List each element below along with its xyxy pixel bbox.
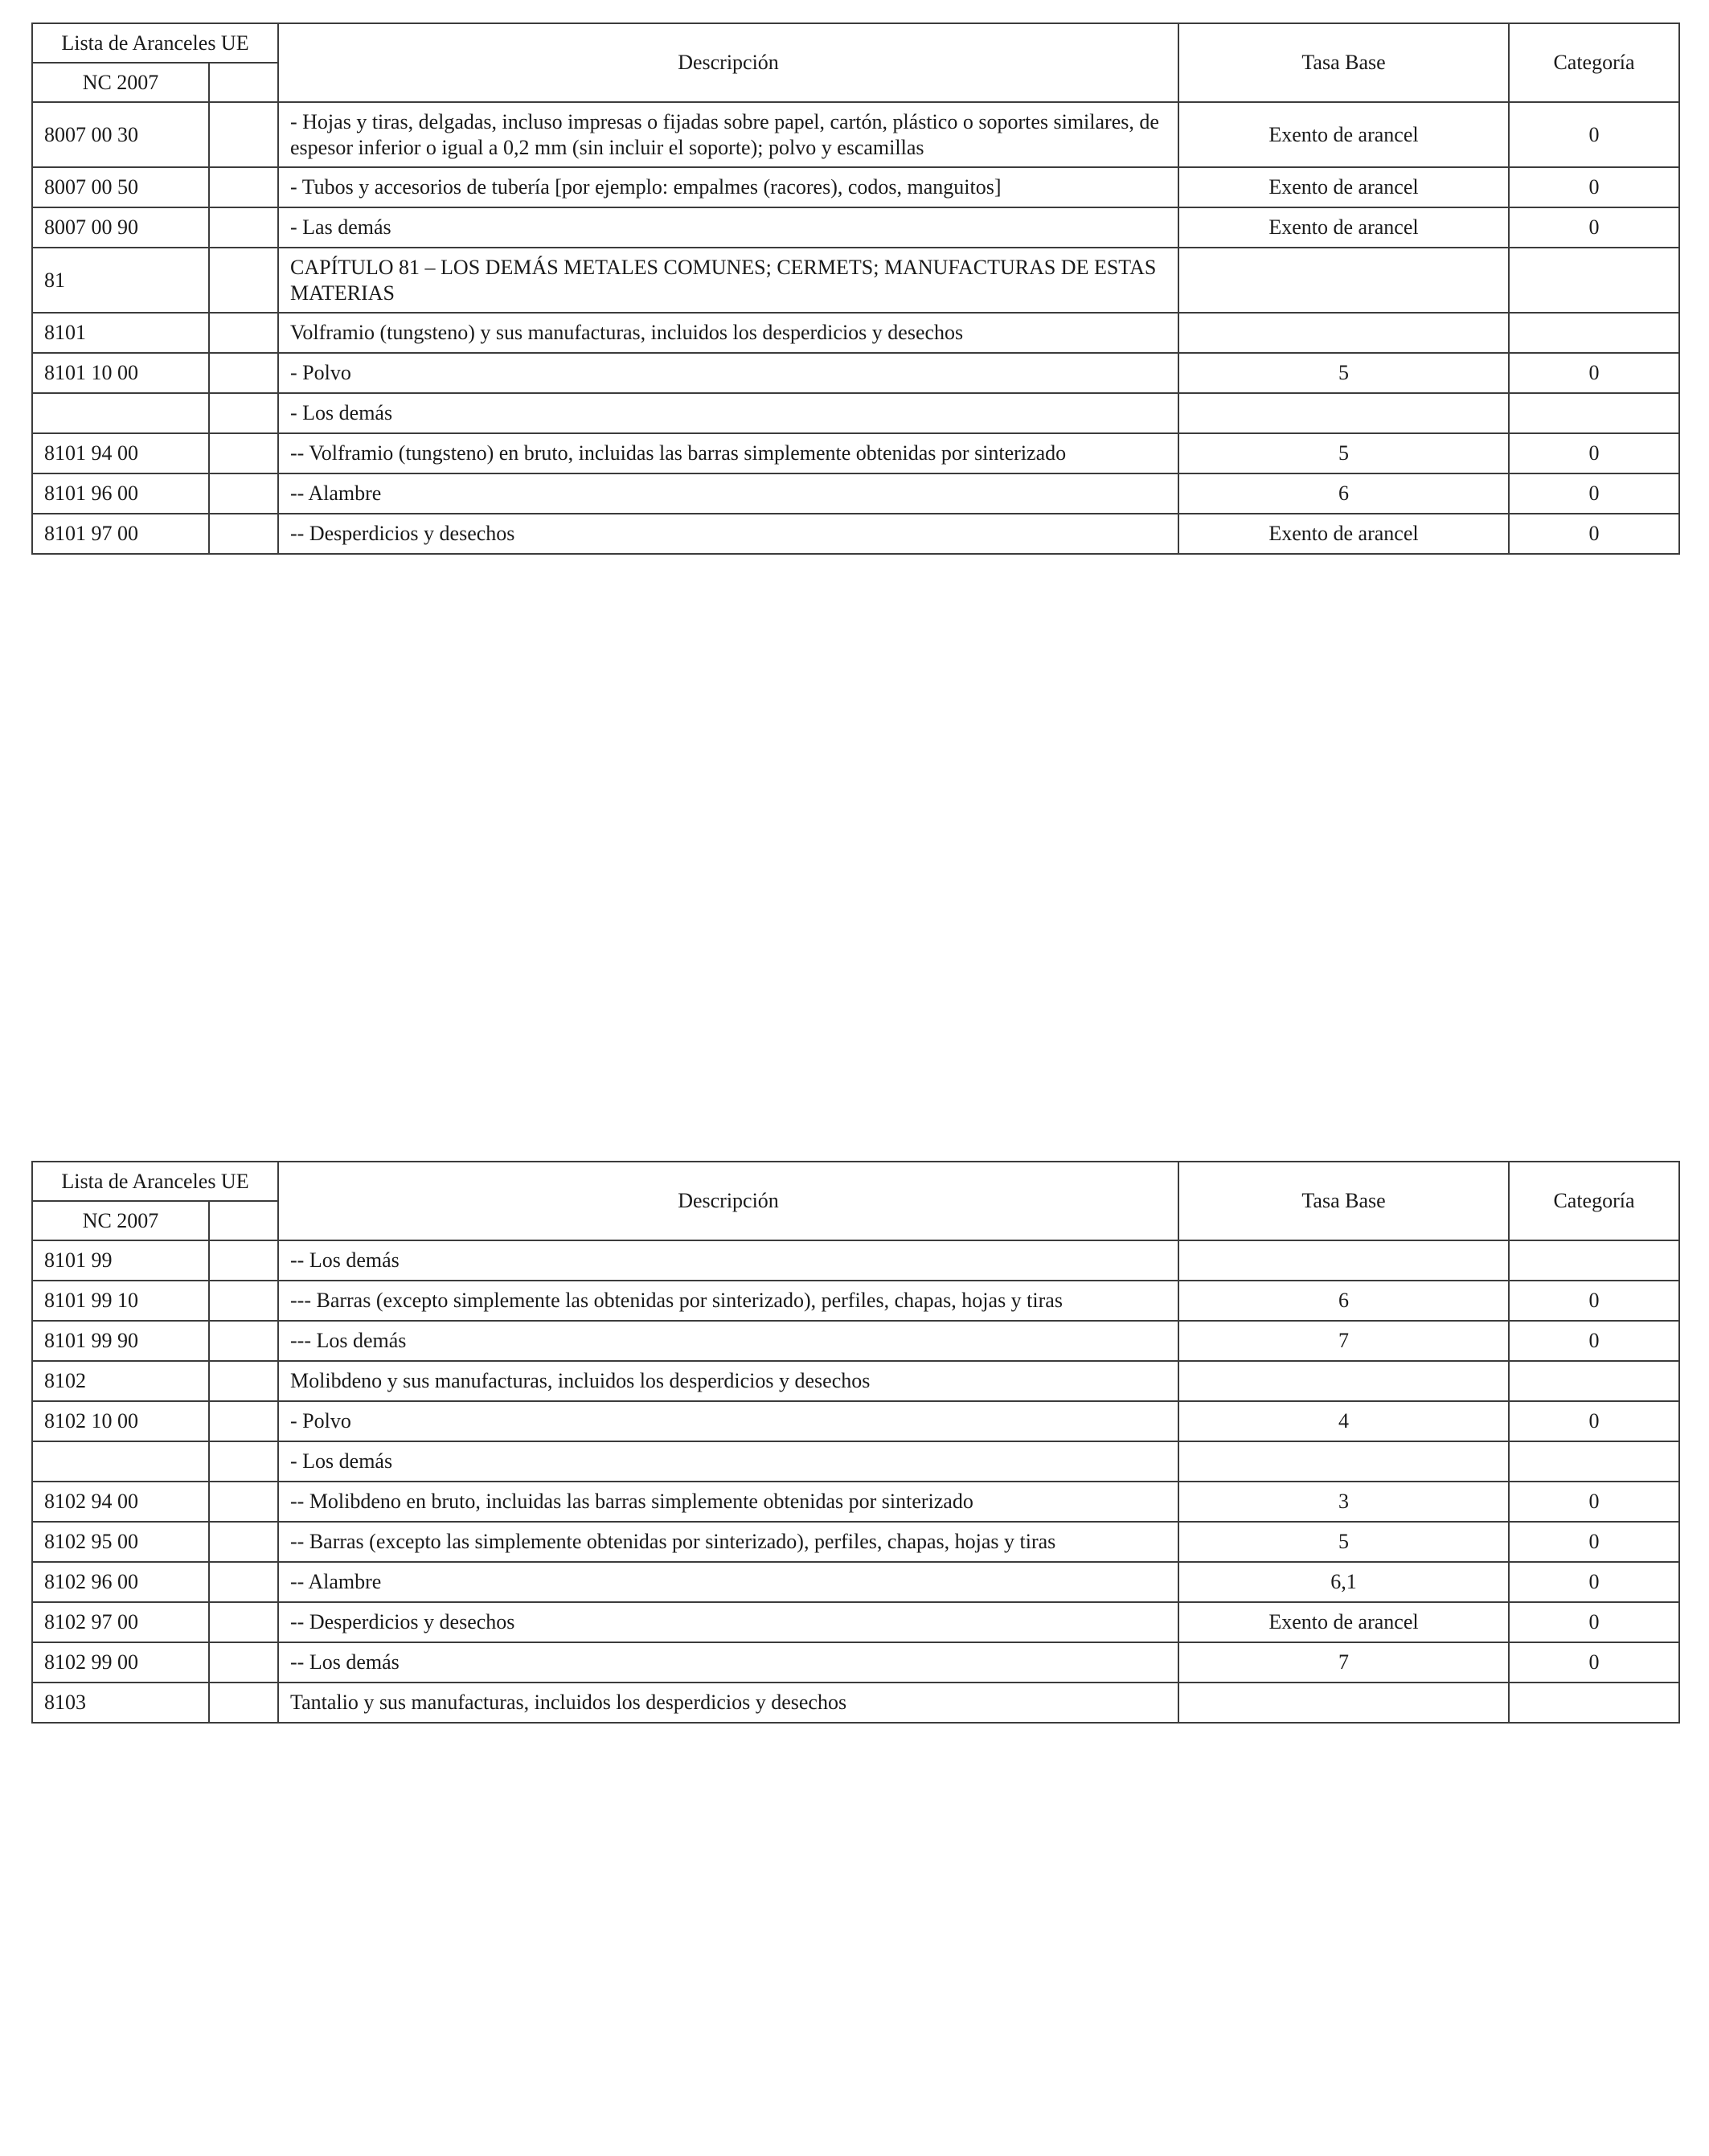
category-cell: 0 bbox=[1509, 1321, 1679, 1361]
cn-code-cell: 8101 99 bbox=[32, 1240, 209, 1281]
base-rate-cell: Exento de arancel bbox=[1178, 167, 1509, 207]
table-row bbox=[32, 1683, 1679, 1723]
description-cell: - Las demás bbox=[278, 207, 1178, 248]
category-cell bbox=[1509, 1361, 1679, 1401]
description-cell: -- Barras (excepto las simplemente obtenidas por sinterizado), perfiles, chapas, hojas y tiras bbox=[278, 1522, 1178, 1562]
cn-code-cell: 8101 96 00 bbox=[32, 473, 209, 514]
table-row bbox=[32, 167, 1679, 207]
header-description: Descripción bbox=[278, 1162, 1178, 1240]
cn-code-cell bbox=[32, 1441, 209, 1482]
category-cell bbox=[1509, 248, 1679, 313]
table-row bbox=[32, 1522, 1679, 1562]
category-cell: 0 bbox=[1509, 1562, 1679, 1602]
description-cell: Molibdeno y sus manufacturas, incluidos los desperdicios y desechos bbox=[278, 1361, 1178, 1401]
table-row bbox=[32, 1401, 1679, 1441]
category-cell: 0 bbox=[1509, 433, 1679, 473]
header-base-rate: Tasa Base bbox=[1178, 23, 1509, 102]
category-cell bbox=[1509, 1441, 1679, 1482]
description-cell: Tantalio y sus manufacturas, incluidos los desperdicios y desechos bbox=[278, 1683, 1178, 1723]
empty-cell bbox=[209, 1522, 278, 1562]
base-rate-cell: 6,1 bbox=[1178, 1562, 1509, 1602]
description-cell: -- Desperdicios y desechos bbox=[278, 514, 1178, 554]
header-row bbox=[32, 23, 1679, 63]
tariff-table-2 bbox=[31, 1161, 1680, 1724]
cn-code-cell: 8101 bbox=[32, 313, 209, 353]
table-row bbox=[32, 1281, 1679, 1321]
header-category: Categoría bbox=[1509, 1162, 1679, 1240]
empty-cell bbox=[209, 1642, 278, 1683]
cn-code-cell: 8101 97 00 bbox=[32, 514, 209, 554]
empty-cell bbox=[209, 1683, 278, 1723]
table-row bbox=[32, 102, 1679, 167]
base-rate-cell: Exento de arancel bbox=[1178, 207, 1509, 248]
base-rate-cell: 5 bbox=[1178, 353, 1509, 393]
tariff-table-1 bbox=[31, 23, 1680, 555]
empty-cell bbox=[209, 1361, 278, 1401]
description-cell: -- Alambre bbox=[278, 473, 1178, 514]
empty-cell bbox=[209, 433, 278, 473]
table-row bbox=[32, 1482, 1679, 1522]
empty-cell bbox=[209, 167, 278, 207]
category-cell: 0 bbox=[1509, 102, 1679, 167]
description-cell: -- Desperdicios y desechos bbox=[278, 1602, 1178, 1642]
table-row bbox=[32, 1321, 1679, 1361]
table-row bbox=[32, 353, 1679, 393]
empty-cell bbox=[209, 353, 278, 393]
cn-code-cell: 8102 96 00 bbox=[32, 1562, 209, 1602]
cn-code-cell: 8101 99 90 bbox=[32, 1321, 209, 1361]
description-cell: --- Los demás bbox=[278, 1321, 1178, 1361]
category-cell: 0 bbox=[1509, 207, 1679, 248]
description-cell: -- Alambre bbox=[278, 1562, 1178, 1602]
category-cell: 0 bbox=[1509, 1482, 1679, 1522]
header-empty-cell bbox=[209, 63, 278, 102]
empty-cell bbox=[209, 1240, 278, 1281]
header-category: Categoría bbox=[1509, 23, 1679, 102]
table-row bbox=[32, 1562, 1679, 1602]
empty-cell bbox=[209, 313, 278, 353]
description-cell: - Los demás bbox=[278, 1441, 1178, 1482]
base-rate-cell bbox=[1178, 248, 1509, 313]
base-rate-cell: 4 bbox=[1178, 1401, 1509, 1441]
base-rate-cell: 7 bbox=[1178, 1642, 1509, 1683]
category-cell bbox=[1509, 393, 1679, 433]
empty-cell bbox=[209, 207, 278, 248]
base-rate-cell: 3 bbox=[1178, 1482, 1509, 1522]
table-row bbox=[32, 473, 1679, 514]
category-cell: 0 bbox=[1509, 473, 1679, 514]
cn-code-cell: 8102 bbox=[32, 1361, 209, 1401]
description-cell: - Los demás bbox=[278, 393, 1178, 433]
header-empty-cell bbox=[209, 1201, 278, 1240]
cn-code-cell: 8007 00 30 bbox=[32, 102, 209, 167]
description-cell: -- Los demás bbox=[278, 1240, 1178, 1281]
header-base-rate: Tasa Base bbox=[1178, 1162, 1509, 1240]
empty-cell bbox=[209, 473, 278, 514]
cn-code-cell: 8101 94 00 bbox=[32, 433, 209, 473]
base-rate-cell bbox=[1178, 1683, 1509, 1723]
table-row bbox=[32, 433, 1679, 473]
base-rate-cell: Exento de arancel bbox=[1178, 514, 1509, 554]
base-rate-cell bbox=[1178, 393, 1509, 433]
table-row bbox=[32, 1602, 1679, 1642]
base-rate-cell bbox=[1178, 1441, 1509, 1482]
base-rate-cell: 6 bbox=[1178, 473, 1509, 514]
description-cell: -- Volframio (tungsteno) en bruto, incluidas las barras simplemente obtenidas por sinterizado bbox=[278, 433, 1178, 473]
base-rate-cell: 5 bbox=[1178, 433, 1509, 473]
cn-code-cell: 8102 97 00 bbox=[32, 1602, 209, 1642]
empty-cell bbox=[209, 1321, 278, 1361]
category-cell: 0 bbox=[1509, 1642, 1679, 1683]
empty-cell bbox=[209, 1401, 278, 1441]
empty-cell bbox=[209, 393, 278, 433]
header-tariff-list: Lista de Aranceles UE bbox=[32, 1162, 278, 1201]
category-cell bbox=[1509, 1683, 1679, 1723]
category-cell: 0 bbox=[1509, 514, 1679, 554]
table-row bbox=[32, 313, 1679, 353]
table-row bbox=[32, 1441, 1679, 1482]
base-rate-cell: Exento de arancel bbox=[1178, 1602, 1509, 1642]
header-description: Descripción bbox=[278, 23, 1178, 102]
description-cell: Volframio (tungsteno) y sus manufacturas, incluidos los desperdicios y desechos bbox=[278, 313, 1178, 353]
empty-cell bbox=[209, 248, 278, 313]
cn-code-cell: 8102 10 00 bbox=[32, 1401, 209, 1441]
base-rate-cell bbox=[1178, 313, 1509, 353]
description-cell: -- Los demás bbox=[278, 1642, 1178, 1683]
cn-code-cell: 8101 99 10 bbox=[32, 1281, 209, 1321]
description-cell: - Hojas y tiras, delgadas, incluso impresas o fijadas sobre papel, cartón, plástico o soportes similares, de espesor inferior o igual a 0,2 mm (sin incluir el soporte); polvo y escamillas bbox=[278, 102, 1178, 167]
category-cell: 0 bbox=[1509, 1281, 1679, 1321]
description-cell: - Polvo bbox=[278, 1401, 1178, 1441]
base-rate-cell: 5 bbox=[1178, 1522, 1509, 1562]
header-tariff-list: Lista de Aranceles UE bbox=[32, 23, 278, 63]
description-cell: CAPÍTULO 81 – LOS DEMÁS METALES COMUNES; CERMETS; MANUFACTURAS DE ESTAS MATERIAS bbox=[278, 248, 1178, 313]
cn-code-cell bbox=[32, 393, 209, 433]
header-row bbox=[32, 1162, 1679, 1201]
base-rate-cell: 6 bbox=[1178, 1281, 1509, 1321]
empty-cell bbox=[209, 1482, 278, 1522]
header-nc-2007: NC 2007 bbox=[32, 1201, 209, 1240]
empty-cell bbox=[209, 1281, 278, 1321]
category-cell bbox=[1509, 313, 1679, 353]
category-cell: 0 bbox=[1509, 1602, 1679, 1642]
empty-cell bbox=[209, 1602, 278, 1642]
table-row bbox=[32, 1240, 1679, 1281]
header-nc-2007: NC 2007 bbox=[32, 63, 209, 102]
cn-code-cell: 8007 00 90 bbox=[32, 207, 209, 248]
description-cell: - Tubos y accesorios de tubería [por ejemplo: empalmes (racores), codos, manguitos] bbox=[278, 167, 1178, 207]
cn-code-cell: 8101 10 00 bbox=[32, 353, 209, 393]
cn-code-cell: 8007 00 50 bbox=[32, 167, 209, 207]
empty-cell bbox=[209, 514, 278, 554]
empty-cell bbox=[209, 1562, 278, 1602]
base-rate-cell bbox=[1178, 1240, 1509, 1281]
description-cell: --- Barras (excepto simplemente las obtenidas por sinterizado), perfiles, chapas, hojas y tiras bbox=[278, 1281, 1178, 1321]
category-cell: 0 bbox=[1509, 167, 1679, 207]
base-rate-cell bbox=[1178, 1361, 1509, 1401]
table-row bbox=[32, 393, 1679, 433]
cn-code-cell: 81 bbox=[32, 248, 209, 313]
category-cell: 0 bbox=[1509, 1401, 1679, 1441]
cn-code-cell: 8102 95 00 bbox=[32, 1522, 209, 1562]
table-row bbox=[32, 1642, 1679, 1683]
base-rate-cell: Exento de arancel bbox=[1178, 102, 1509, 167]
description-cell: - Polvo bbox=[278, 353, 1178, 393]
cn-code-cell: 8103 bbox=[32, 1683, 209, 1723]
table-row bbox=[32, 514, 1679, 554]
description-cell: -- Molibdeno en bruto, incluidas las barras simplemente obtenidas por sinterizado bbox=[278, 1482, 1178, 1522]
empty-cell bbox=[209, 1441, 278, 1482]
category-cell: 0 bbox=[1509, 1522, 1679, 1562]
table-row bbox=[32, 207, 1679, 248]
empty-cell bbox=[209, 102, 278, 167]
cn-code-cell: 8102 94 00 bbox=[32, 1482, 209, 1522]
table-row bbox=[32, 248, 1679, 313]
category-cell bbox=[1509, 1240, 1679, 1281]
category-cell: 0 bbox=[1509, 353, 1679, 393]
table-row bbox=[32, 1361, 1679, 1401]
base-rate-cell: 7 bbox=[1178, 1321, 1509, 1361]
cn-code-cell: 8102 99 00 bbox=[32, 1642, 209, 1683]
